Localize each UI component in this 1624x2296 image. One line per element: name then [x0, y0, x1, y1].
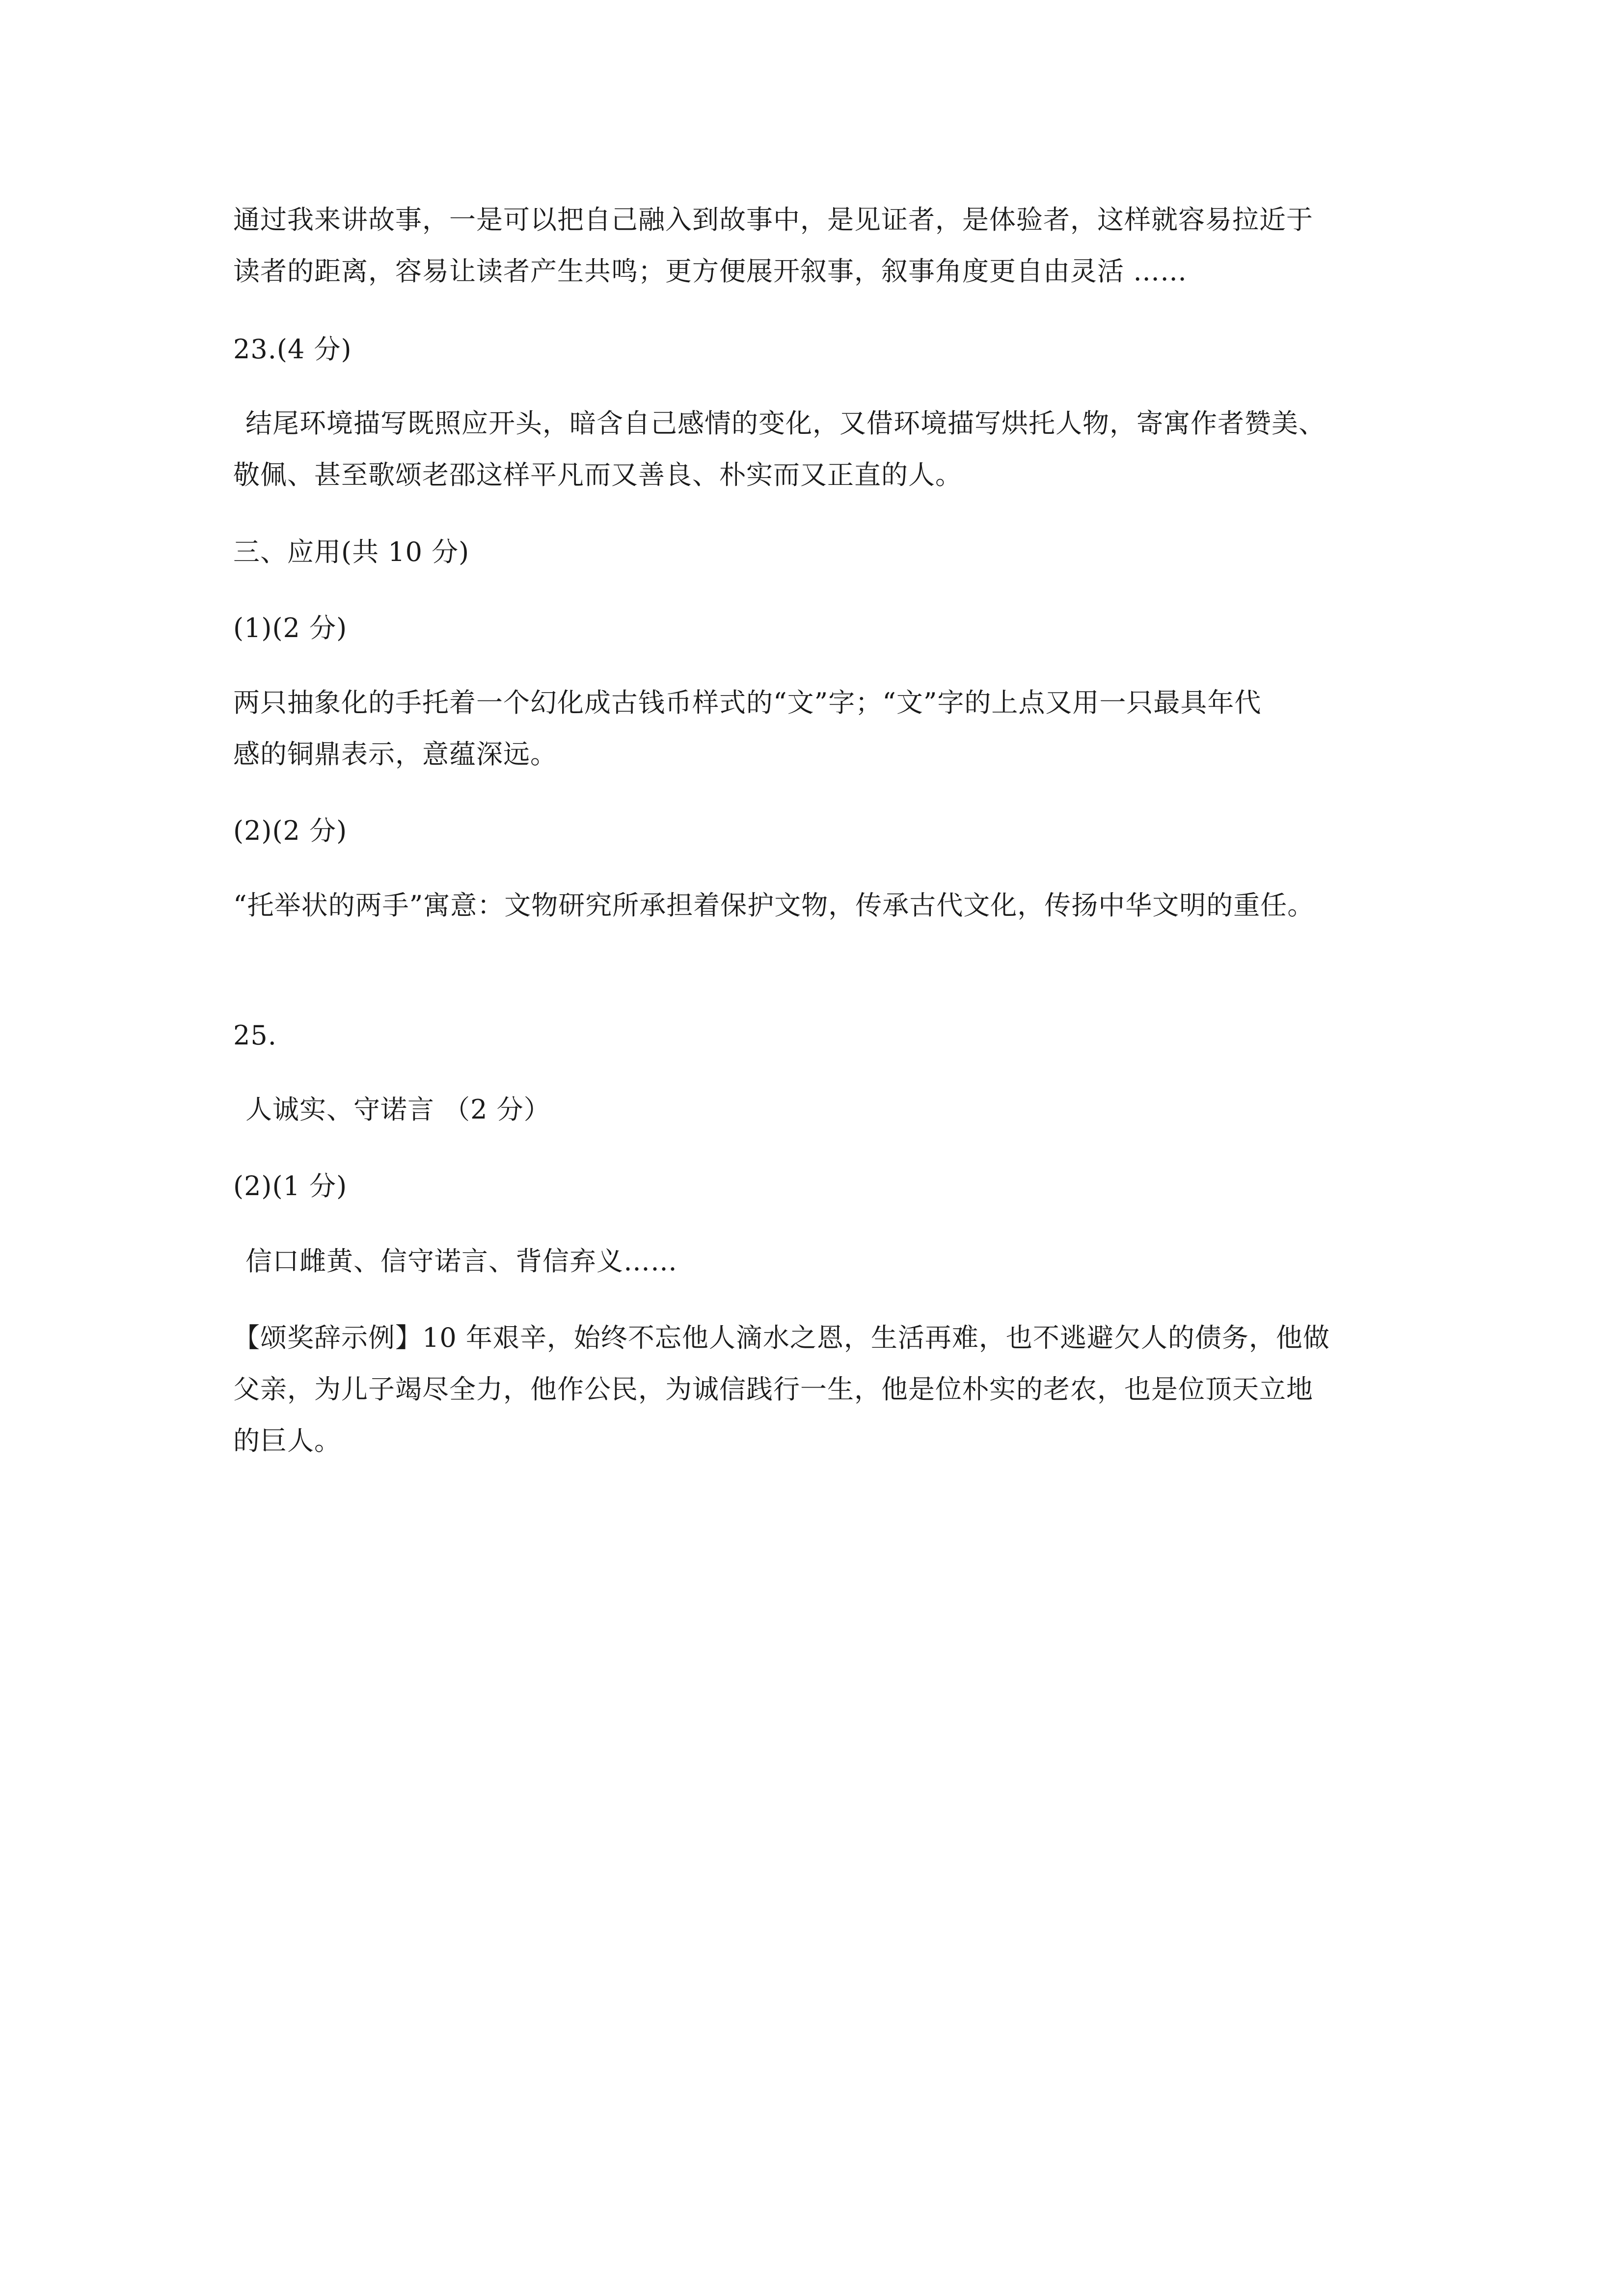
q23-heading: 23.(4 分) — [233, 334, 352, 365]
q25-answer-line-1: 人诚实、守诺言 （2 分） — [245, 1094, 551, 1125]
q25-part-2-heading: (2)(1 分) — [233, 1171, 348, 1201]
section-3-part-1-line-2: 感的铜鼎表示，意蕴深远。 — [233, 739, 557, 770]
section-3-part-2-line-1: “托举状的两手”寓意：文物研究所承担着保护文物，传承古代文化，传扬中华文明的重任。 — [233, 890, 1315, 921]
q22-answer-line-1: 通过我来讲故事，一是可以把自己融入到故事中，是见证者，是体验者，这样就容易拉近于 — [233, 204, 1313, 235]
section-3-part-2-heading: (2)(2 分) — [233, 815, 348, 846]
section-3-part-1-line-1: 两只抽象化的手托着一个幻化成古钱币样式的“文”字；“文”字的上点又用一只最具年代 — [233, 687, 1262, 718]
q25-answer-line-2: 信口雌黄、信守诺言、背信弃义…… — [245, 1246, 677, 1277]
q23-answer-line-1: 结尾环境描写既照应开头，暗含自己感情的变化，又借环境描写烘托人物，寄寓作者赞美、 — [245, 408, 1326, 439]
q22-answer-line-2: 读者的距离，容易让读者产生共鸣；更方便展开叙事，叙事角度更自由灵活 …… — [233, 256, 1188, 287]
section-3-part-1-heading: (1)(2 分) — [233, 613, 348, 643]
section-3-heading: 三、应用(共 10 分) — [233, 536, 470, 567]
q25-heading: 25. — [233, 1020, 277, 1051]
award-speech-line-1: 【颂奖辞示例】10 年艰辛，始终不忘他人滴水之恩，生活再难，也不逃避欠人的债务，他做 — [233, 1322, 1330, 1353]
award-speech-line-2: 父亲，为儿子竭尽全力，他作公民，为诚信践行一生，他是位朴实的老农，也是位顶天立地 — [233, 1374, 1313, 1405]
award-speech-line-3: 的巨人。 — [233, 1425, 341, 1456]
q23-answer-line-2: 敬佩、甚至歌颂老邵这样平凡而又善良、朴实而又正直的人。 — [233, 459, 962, 490]
